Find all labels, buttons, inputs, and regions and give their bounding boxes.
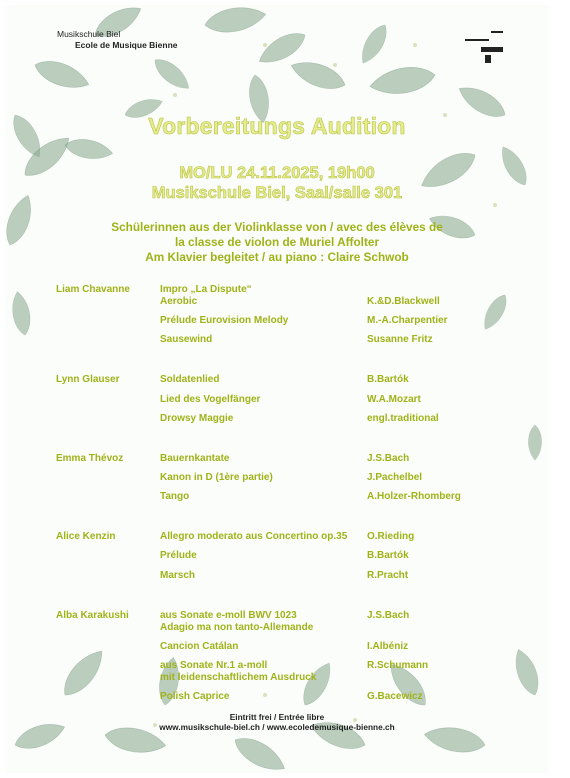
logo-line-2: Ecole de Musique Bienne	[75, 40, 178, 50]
event-title: Vorbereitungs Audition	[148, 113, 406, 139]
piece-title-line: Lied des Vogelfänger	[160, 393, 261, 405]
piece-title	[160, 531, 347, 543]
piece-title-line: aus Sonate Nr.1 a-moll	[160, 660, 268, 671]
student-name: Liam Chavanne	[56, 284, 130, 295]
composer: I.Albéniz	[367, 640, 409, 652]
piece-title-line: aus Sonate e-moll BWV 1023	[160, 609, 297, 621]
piece-title-line: Aerobic	[160, 296, 198, 307]
piece-title	[160, 550, 197, 562]
piece-title	[160, 394, 260, 406]
composer: G.Bacewicz	[367, 691, 423, 703]
piece-title	[160, 570, 195, 582]
piece-title-line: mit leidenschaftlichem Ausdruck	[160, 672, 317, 683]
composer: O.Rieding	[367, 531, 415, 543]
piece-title	[160, 453, 229, 465]
piece-title-line: Cancion Catálan	[160, 640, 239, 652]
piece-title	[160, 413, 233, 425]
composer: W.A.Mozart	[367, 393, 421, 405]
composer: B.Bartók	[367, 550, 409, 562]
composer: B.Bartók	[367, 374, 409, 386]
composer: A.Holzer-Rhomberg	[367, 491, 461, 503]
piece-title	[160, 491, 189, 503]
piece-title	[160, 610, 313, 634]
piece-title-line: Kanon in D (1ère partie)	[160, 472, 273, 483]
logo-line-1: Musikschule Biel	[57, 29, 121, 39]
footer-websites: www.musikschule-biel.ch / www.ecoledemusique-bienne.ch	[159, 722, 395, 732]
piece-title	[160, 334, 212, 346]
piece-title-line: Bauernkantate	[160, 452, 230, 464]
composer: J.S.Bach	[367, 452, 410, 464]
composer: R.Schumann	[367, 660, 429, 671]
piece-title-line: Impro „La Dispute“	[160, 284, 252, 295]
program-listing	[5, 5, 549, 773]
piece-title	[160, 691, 229, 703]
piece-title-line: Adagio ma non tanto-Allemande	[160, 621, 314, 633]
intro-line-2: la classe de violon de Muriel Affolter	[174, 235, 380, 249]
piece-title-line: Prélude	[160, 550, 197, 562]
intro-line-3: Am Klavier begleitet / au piano : Claire Schwob	[145, 250, 409, 264]
student-name: Lynn Glauser	[56, 374, 120, 386]
piece-title	[160, 374, 219, 386]
composer: R.Pracht	[367, 569, 409, 581]
composer: J.Pachelbel	[367, 472, 423, 483]
piece-title-line: Prélude Eurovision Melody	[160, 315, 289, 327]
piece-title-line: Drowsy Maggie	[160, 412, 234, 424]
composer: Susanne Fritz	[367, 334, 433, 346]
piece-title	[160, 315, 288, 327]
piece-title-line: Marsch	[160, 569, 196, 581]
piece-title-line: Polish Caprice	[160, 691, 230, 703]
composer: K.&D.Blackwell	[367, 296, 440, 307]
student-name: Alice Kenzin	[56, 531, 116, 543]
piece-title	[160, 641, 238, 653]
student-name: Emma Thévoz	[56, 452, 124, 464]
composer: M.-A.Charpentier	[367, 315, 448, 327]
footer	[5, 712, 549, 732]
event-venue: Musikschule Biel, Saal/salle 301	[151, 184, 403, 202]
concert-poster	[5, 5, 549, 773]
composer: engl.traditional	[367, 412, 439, 424]
piece-title-line: Soldatenlied	[160, 374, 220, 386]
piece-title	[160, 284, 252, 308]
event-date: MO/LU 24.11.2025, 19h00	[179, 164, 375, 182]
piece-title	[160, 472, 273, 484]
piece-title-line: Tango	[160, 491, 190, 503]
composer: J.S.Bach	[367, 609, 410, 621]
student-name: Alba Karakushi	[56, 609, 129, 621]
piece-title-line: Sausewind	[160, 334, 213, 346]
intro-line-1: Schülerinnen aus der Violinklasse von / avec des élèves de	[111, 220, 443, 234]
footer-admission: Eintritt frei / Entrée libre	[229, 712, 325, 722]
piece-title	[160, 660, 316, 684]
piece-title-line: Allegro moderato aus Concertino op.35	[160, 531, 348, 543]
